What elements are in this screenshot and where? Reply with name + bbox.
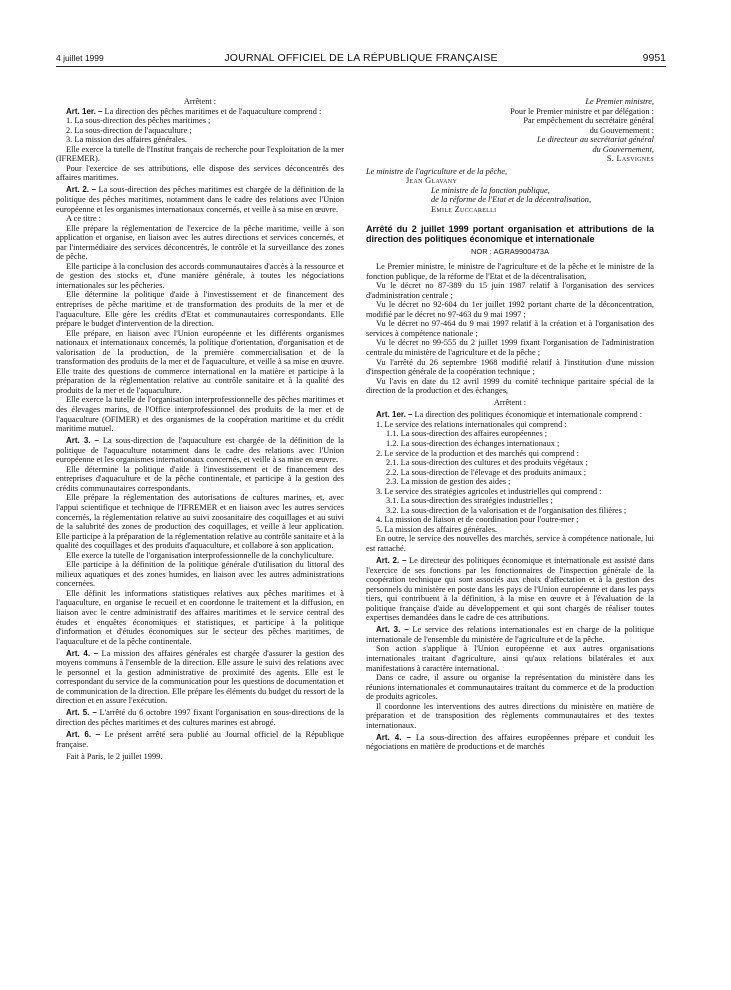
left-paragraph: Arrêtent : (183, 97, 217, 106)
left-paragraph: Elle détermine la politique d'aide à l'investissement et de financement des entreprises de pêche maritime et de transformation des produits de la mer et de l'aquaculture. Elle gère les crédits d'Etat et communautaires correspondants. Elle prépare le budget d'intervention de la direction. (56, 290, 344, 329)
right-paragraph: 1.1. La sous-direction des affaires européennes ; (386, 429, 548, 439)
left-paragraph: Art. 2. – La sous-direction des pêches maritimes est chargée de la définition de la politique des pêches maritimes, notamment dans le cadre des relations avec l'Union européenne et les organismes internationaux concernés, et veille à sa mise en œuvre. (56, 185, 344, 214)
right-paragraph: NOR : AGRA9900473A (471, 246, 549, 256)
right-paragraph: Vu le décret no 97-464 du 9 mai 1997 relatif à la création et à l'organisation des services à compétence nationale ; (366, 319, 654, 338)
left-paragraph: Fait à Paris, le 2 juillet 1999. (66, 751, 163, 761)
left-paragraph: Elle prépare, en liaison avec l'Union européenne et les différents organismes nationaux et internationaux concernés, la politique d'orientation, d'organisation et de valorisation de la production, de la première commercialisation et de la transformation des produits de la mer et de l'aquaculture, et veille à sa mise en œuvre. Elle traite des questions de commerce international en la matière et participe à la préparation de la réglementation relative au contrôle sanitaire et à la qualité des produits de la mer et de l'aquaculture. (56, 328, 344, 395)
right-paragraph: Le ministre de l'agriculture et de la pêche, (366, 166, 508, 176)
right-paragraph: Arrêté du 2 juillet 1999 portant organisation et attributions de la direction des politiques économique et internationale (366, 223, 654, 244)
left-paragraph: A ce titre : (66, 214, 101, 224)
left-paragraph: Elle prépare la réglementation des autorisations de cultures marines, et, avec l'appui scientifique et technique de l'IFREMER et en liaison avec les autres services concernés, la réglementation relative au suivi zoosanitaire des coquillages et au suivi de la salubrité des zones de production des coquillages, et veille à leur application. Elle participe à la préparation de la réglementation relative au contrôle sanitaire et à la qualité des coquillages et des produits d'aquaculture, et collabore à son application. (56, 493, 344, 551)
right-paragraph: Son action s'applique à l'Union européenne et aux autres organisations internationales traitant d'agriculture, ainsi qu'aux relations bilatérales et aux manifestations à caractère international. (366, 644, 654, 673)
right-paragraph: Dans ce cadre, il assure ou organise la représentation du ministère dans les réunions internationales et communautaires traitant du commerce et de la production de produits agricoles. (366, 673, 654, 702)
right-paragraph: 2. Le service de la production et des marchés qui comprend : (376, 448, 579, 458)
left-paragraph: 2. La sous-direction de l'aquaculture ; (66, 125, 192, 135)
right-column (366, 97, 654, 752)
right-paragraph: 3. Le service des stratégies agricoles et industrielles qui comprend : (376, 486, 602, 496)
right-paragraph: Art. 3. – Le service des relations internationales est en charge de la politique internationale de l'ensemble du ministère de l'agriculture et de la pêche. (366, 625, 654, 644)
right-paragraph: Vu l'avis en date du 12 avril 1999 du comité technique paritaire spécial de la direction de la production et des échanges, (366, 376, 654, 396)
left-paragraph: Elle exerce la tutelle de l'organisation interprofessionnelle de la conchyliculture. (66, 550, 334, 560)
right-paragraph: 2.1. La sous-direction des cultures et des produits végétaux ; (386, 458, 588, 468)
right-paragraph: 5. La mission des affaires générales. (376, 524, 498, 534)
right-paragraph: Pour le Premier ministre et par délégation : (510, 106, 654, 116)
left-paragraph: Art. 1er. – La direction des pêches maritimes et de l'aquaculture comprend : (66, 106, 322, 116)
left-paragraph: Pour l'exercice de ses attributions, elle dispose des services déconcentrés des affaires maritimes. (56, 163, 344, 183)
right-paragraph: Arrêtent : (493, 398, 527, 408)
left-paragraph: Elle exerce la tutelle de l'organisation interprofessionnelle des pêches maritimes et des élevages marins, de l'Office interprofessionnel des produits de la mer et de l'aquaculture (OFIMER) et des organismes de la coopération maritime et du crédit maritime mutuel. (56, 395, 344, 434)
left-paragraph: Elle prépare la réglementation de l'exercice de la pêche maritime, veille à son application et organise, en liaison avec les autres directions et services concernés, et par l'intermédiaire des services déconcentrés, le contrôle et la surveillance des zones de pêche. (56, 223, 344, 262)
right-paragraph: Vu l'arrêté du 26 septembre 1968 modifié relatif à l'institution d'une mission d'inspection générale de la coopération technique ; (366, 357, 654, 377)
left-paragraph: Elle exerce la tutelle de l'Institut français de recherche pour l'exploitation de la mer (IFREMER). (56, 144, 344, 164)
right-paragraph: 4. La mission de liaison et de coordination pour l'outre-mer ; (376, 515, 579, 525)
left-paragraph: Elle détermine la politique d'aide à l'investissement et de financement des entreprises d'aquaculture et de la pêche continentale, et participe à la gestion des crédits communautaires correspondants. (56, 464, 344, 493)
right-paragraph: du Gouvernement : (589, 125, 654, 135)
right-paragraph: Vu le décret no 87-389 du 15 juin 1987 relatif à l'organisation des services d'administration centrale ; (366, 281, 654, 300)
right-paragraph: 3.1. La sous-direction des stratégies industrielles ; (386, 496, 553, 506)
right-paragraph: du Gouvernement, (592, 144, 654, 154)
right-paragraph: 1. Le service des relations internationales qui comprend : (376, 419, 567, 429)
left-paragraph: 1. La sous-direction des pêches maritimes ; (66, 116, 211, 126)
left-paragraph: Elle définit les informations statistiques relatives aux pêches maritimes et à l'aquaculture, en organise le recueil et en coordonne le traitement et la diffusion, en liaison avec le centre administratif des affaires maritimes et le service central des études et enquêtes économiques et statistiques, et participe à la politique d'information et d'études économiques sur le secteur des pêches maritimes, de l'aquaculture et de la pêche continentale. (56, 588, 344, 646)
right-paragraph: Le Premier ministre, le ministre de l'agriculture et de la pêche et le ministre de la fonction publique, de la réforme de l'Etat et de la décentralisation, (366, 262, 654, 281)
left-paragraph: 3. La mission des affaires générales. (66, 135, 188, 145)
right-paragraph: Emile Zuccarelli (431, 205, 497, 215)
left-paragraph: Art. 5. – L'arrêté du 6 octobre 1997 fixant l'organisation en sous-directions de la direction des pêches maritimes et des cultures marines est abrogé. (56, 708, 344, 727)
right-paragraph: Le directeur au secrétariat général (537, 135, 654, 145)
right-paragraph: Le ministre de la fonction publique, (431, 185, 550, 195)
right-paragraph: Il coordonne les interventions des autres directions du ministère en matière de préparation et de transposition des règlements communautaires et des textes internationaux. (366, 701, 654, 730)
right-paragraph: Art. 1er. – La direction des politiques économique et internationale comprend : (376, 410, 643, 420)
right-paragraph: 2.3. La mission de gestion des aides ; (386, 477, 511, 487)
left-paragraph: Art. 6. – Le présent arrêté sera publié au Journal officiel de la République française. (56, 730, 345, 749)
header-date: 4 juillet 1999 (56, 53, 104, 63)
left-paragraph: Elle participe à la conclusion des accords communautaires d'accès à la ressource et de gestion des stocks et, d'une manière générale, à toutes les négociations internationales sur les pêcheries. (56, 261, 344, 290)
right-paragraph: Art. 4. – La sous-direction des affaires européennes prépare et conduit les négociations en matière de productions et de marchés (366, 732, 655, 752)
right-paragraph: 2.2. La sous-direction de l'élevage et des produits animaux ; (386, 467, 587, 477)
right-paragraph: En outre, le service des nouvelles des marchés, service à compétence nationale, lui est rattaché. (366, 534, 654, 553)
left-column (56, 97, 344, 761)
right-paragraph: S. Lasvignes (606, 154, 654, 164)
page-number: 9951 (642, 52, 666, 64)
left-paragraph: Elle participe à la définition de la politique générale d'utilisation du littoral des milieux aquatiques et des zones humides, en liaison avec les autres administrations concernées. (56, 560, 344, 589)
right-paragraph: Par empêchement du secrétaire général (523, 116, 654, 126)
right-paragraph: Jean Glavany (406, 176, 458, 186)
journal-title: JOURNAL OFFICIEL DE LA RÉPUBLIQUE FRANÇAISE (224, 52, 498, 64)
right-paragraph: 1.2. La sous-direction des échanges internationaux ; (386, 438, 560, 448)
right-paragraph: Vu le décret no 99-555 du 2 juillet 1999 fixant l'organisation de l'administration centrale du ministère de l'agriculture et de la pêche ; (366, 338, 654, 358)
left-paragraph: Art. 3. – La sous-direction de l'aquaculture est chargée de la définition de la politique de l'aquaculture notamment dans le cadre des relations avec l'Union européenne et les organismes internationaux concernés, et veille à sa mise en œuvre. (56, 436, 345, 465)
right-paragraph: Art. 2. – Le directeur des politiques économique et internationale est assisté dans l'exercice de ses fonctions par les fonctionnaires de l'inspection générale de la coopération technique qui sont associés aux choix d'affectation et à la gestion des personnels du ministère en poste dans les pays de l'Union européenne et dans les pays tiers, qui contribuent à la définition, à la mise en œuvre et à l'évaluation de la politique française d'aide au développement et qui sont chargés de réaliser toutes expertises demandées dans le cadre de ces attributions. (366, 556, 655, 623)
left-paragraph: Art. 4. – La mission des affaires générales est chargée d'assurer la gestion des moyens communs à l'ensemble de la direction. Elle assure le suivi des relations avec le personnel et la gestion administrative de proximité des agents. Elle est le correspondant du service de la communication pour les questions de documentation et de communication de la direction. Elle prépare les éléments du budget du ressort de la direction et en assure l'exécution. (56, 648, 344, 706)
right-paragraph: 3.2. La sous-direction de la valorisation et de l'organisation des filières ; (386, 505, 627, 515)
right-paragraph: de la réforme de l'Etat et de la décentralisation, (431, 195, 592, 205)
right-paragraph: Le Premier ministre, (585, 97, 654, 106)
right-paragraph: Vu le décret no 92-604 du 1er juillet 1992 portant charte de la déconcentration, modifié par le décret no 97-463 du 9 mai 1997 ; (366, 300, 654, 319)
page-header (56, 52, 666, 67)
